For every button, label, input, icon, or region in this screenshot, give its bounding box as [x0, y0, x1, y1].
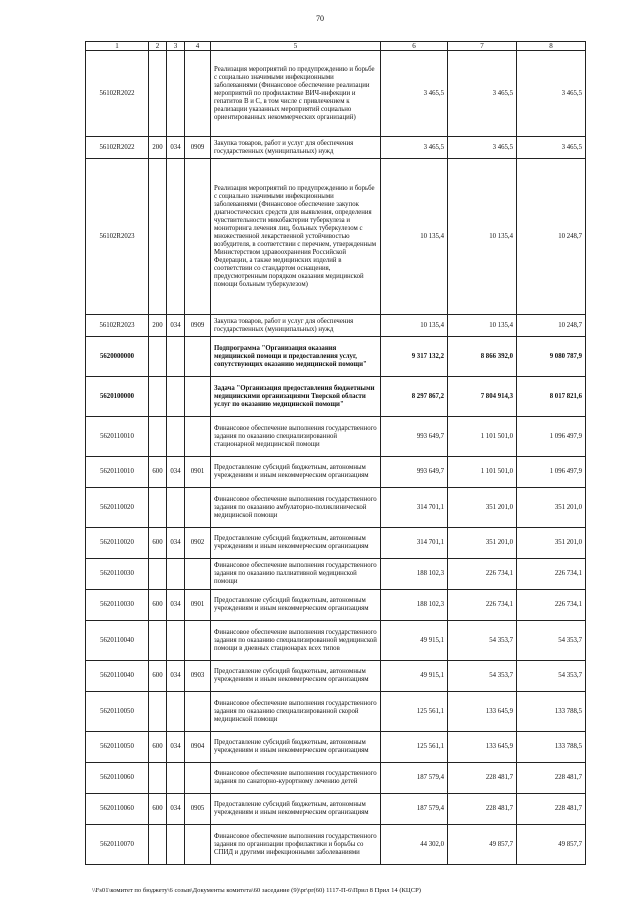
row-section: [185, 488, 211, 528]
table-row: [86, 763, 586, 794]
row-value-2020: 226 734,1: [448, 559, 517, 590]
row-value-2019: 188 102,3: [381, 590, 448, 621]
row-value-2020: 133 645,9: [448, 692, 517, 732]
row-value-2021: 9 080 787,9: [517, 337, 586, 377]
row-section: 0905: [185, 794, 211, 825]
row-admin: [167, 377, 185, 417]
row-description: Реализация мероприятий по предупреждению и борьбе с социально значимыми инфекционными заболеваниями (Финансовое обеспечение реализации мероприятий по профилактике ВИЧ-инфекции и гепатитов B и C, в том числе с привлечением к реализации указанных мероприятий социально ориентированных некоммерческих организаций): [211, 51, 381, 137]
col-header-1: 1: [86, 42, 149, 51]
row-value-2020: 7 804 914,3: [448, 377, 517, 417]
row-value-2020: 10 135,4: [448, 315, 517, 337]
row-value-2019: 8 297 867,2: [381, 377, 448, 417]
row-description: Предоставление субсидий бюджетным, автономным учреждениям и иным некоммерческим организациям: [211, 732, 381, 763]
row-value-2019: 314 701,1: [381, 488, 448, 528]
col-header-4: 4: [185, 42, 211, 51]
table-row: [86, 417, 586, 457]
row-description: Задача "Организация предоставления бюджетными медицинскими организациями Тверской области услуг по оказанию медицинской помощи": [211, 377, 381, 417]
row-admin: [167, 337, 185, 377]
row-admin: 034: [167, 590, 185, 621]
row-section: 0904: [185, 732, 211, 763]
row-value-2020: 49 857,7: [448, 825, 517, 865]
row-admin: 034: [167, 137, 185, 159]
row-value-2021: 228 481,7: [517, 794, 586, 825]
row-code: 5620110010: [86, 417, 149, 457]
row-value-2019: 993 649,7: [381, 457, 448, 488]
row-kvr: [149, 159, 167, 315]
row-kvr: [149, 621, 167, 661]
row-value-2019: 44 302,0: [381, 825, 448, 865]
row-value-2020: 226 734,1: [448, 590, 517, 621]
row-value-2020: 228 481,7: [448, 763, 517, 794]
row-code: 5620110060: [86, 763, 149, 794]
row-kvr: [149, 337, 167, 377]
row-code: 5620110020: [86, 488, 149, 528]
col-header-6: 6: [381, 42, 448, 51]
row-value-2021: 10 248,7: [517, 315, 586, 337]
row-description: Финансовое обеспечение выполнения государственного задания по оказанию специализированной медицинской помощи в дневных стационарах всех типов: [211, 621, 381, 661]
row-description: Финансовое обеспечение выполнения государственного задания по оказанию специализированной стационарной медицинской помощи: [211, 417, 381, 457]
row-value-2019: 993 649,7: [381, 417, 448, 457]
table-row: [86, 51, 586, 137]
row-code: 5620110050: [86, 732, 149, 763]
row-admin: 034: [167, 794, 185, 825]
page-number: 70: [316, 14, 324, 23]
row-value-2021: 1 096 497,9: [517, 417, 586, 457]
row-kvr: [149, 488, 167, 528]
row-code: 5620100000: [86, 377, 149, 417]
row-kvr: [149, 825, 167, 865]
col-header-5: 5: [211, 42, 381, 51]
row-kvr: 600: [149, 794, 167, 825]
row-value-2019: 187 579,4: [381, 794, 448, 825]
row-admin: [167, 488, 185, 528]
row-code: 56102R2022: [86, 51, 149, 137]
table-row: [86, 137, 586, 159]
row-admin: [167, 159, 185, 315]
row-description: Предоставление субсидий бюджетным, автономным учреждениям и иным некоммерческим организациям: [211, 794, 381, 825]
col-header-7: 7: [448, 42, 517, 51]
row-value-2019: 3 465,5: [381, 51, 448, 137]
row-kvr: 600: [149, 661, 167, 692]
row-admin: 034: [167, 661, 185, 692]
row-code: 5620110030: [86, 559, 149, 590]
row-admin: [167, 825, 185, 865]
row-value-2021: 3 465,5: [517, 51, 586, 137]
row-value-2019: 49 915,1: [381, 661, 448, 692]
row-value-2019: 3 465,5: [381, 137, 448, 159]
row-kvr: 200: [149, 315, 167, 337]
row-kvr: [149, 692, 167, 732]
row-section: 0901: [185, 457, 211, 488]
row-value-2021: 351 201,0: [517, 528, 586, 559]
row-value-2021: 351 201,0: [517, 488, 586, 528]
row-description: Подпрограмма "Организация оказания медицинской помощи и предоставления услуг, сопутствующих оказанию медицинской помощи": [211, 337, 381, 377]
column-number-row: [86, 42, 586, 51]
row-section: 0909: [185, 315, 211, 337]
row-section: 0901: [185, 590, 211, 621]
row-value-2020: 1 101 501,0: [448, 457, 517, 488]
col-header-3: 3: [167, 42, 185, 51]
col-header-2: 2: [149, 42, 167, 51]
row-admin: 034: [167, 457, 185, 488]
row-value-2021: 8 017 821,6: [517, 377, 586, 417]
row-admin: 034: [167, 528, 185, 559]
row-value-2021: 49 857,7: [517, 825, 586, 865]
row-value-2021: 133 788,5: [517, 732, 586, 763]
row-description: Предоставление субсидий бюджетным, автономным учреждениям и иным некоммерческим организациям: [211, 528, 381, 559]
table-row: [86, 590, 586, 621]
row-code: 56102R2023: [86, 315, 149, 337]
row-description: Финансовое обеспечение выполнения государственного задания по оказанию амбулаторно-поликлинической медицинской помощи: [211, 488, 381, 528]
row-description: Предоставление субсидий бюджетным, автономным учреждениям и иным некоммерческим организациям: [211, 590, 381, 621]
table-row: [86, 337, 586, 377]
table-row: [86, 692, 586, 732]
row-value-2021: 133 788,5: [517, 692, 586, 732]
row-kvr: 200: [149, 137, 167, 159]
row-kvr: [149, 763, 167, 794]
row-kvr: 600: [149, 457, 167, 488]
row-value-2020: 228 481,7: [448, 794, 517, 825]
row-admin: [167, 417, 185, 457]
table-row: [86, 825, 586, 865]
row-kvr: [149, 559, 167, 590]
row-admin: [167, 692, 185, 732]
row-value-2019: 10 135,4: [381, 315, 448, 337]
row-kvr: 600: [149, 590, 167, 621]
row-value-2021: 226 734,1: [517, 559, 586, 590]
row-code: 56102R2022: [86, 137, 149, 159]
row-value-2020: 351 201,0: [448, 488, 517, 528]
row-section: 0909: [185, 137, 211, 159]
row-value-2019: 187 579,4: [381, 763, 448, 794]
row-description: Закупка товаров, работ и услуг для обеспечения государственных (муниципальных) нужд: [211, 315, 381, 337]
row-description: Реализация мероприятий по предупреждению и борьбе с социально значимыми инфекционными заболеваниями (Финансовое обеспечение закупок диагностических средств для выявления, определения чувствительности микобактерии туберкулеза и мониторинга лечения лиц, больных туберкулезом с множественной лекарственной устойчивостью возбудителя, в соответствии с перечнем, утвержденным Министерством здравоохранения Российской Федерации, а также медицинских изделий в соответствии со стандартом оснащения, предусмотренным порядком оказания медицинской помощи больным туберкулезом): [211, 159, 381, 315]
row-code: 5620110020: [86, 528, 149, 559]
row-value-2021: 3 465,5: [517, 137, 586, 159]
row-value-2019: 9 317 132,2: [381, 337, 448, 377]
table-row: [86, 559, 586, 590]
row-kvr: [149, 377, 167, 417]
row-admin: [167, 621, 185, 661]
row-admin: [167, 559, 185, 590]
table-row: [86, 488, 586, 528]
table-row: [86, 315, 586, 337]
row-value-2019: 314 701,1: [381, 528, 448, 559]
row-value-2020: 1 101 501,0: [448, 417, 517, 457]
table-row: [86, 457, 586, 488]
col-header-8: 8: [517, 42, 586, 51]
row-admin: [167, 763, 185, 794]
table-row: [86, 528, 586, 559]
row-description: Предоставление субсидий бюджетным, автономным учреждениям и иным некоммерческим организациям: [211, 457, 381, 488]
row-section: [185, 159, 211, 315]
row-value-2021: 228 481,7: [517, 763, 586, 794]
row-value-2020: 3 465,5: [448, 137, 517, 159]
row-kvr: 600: [149, 732, 167, 763]
row-code: 5620110070: [86, 825, 149, 865]
row-section: [185, 51, 211, 137]
row-section: [185, 337, 211, 377]
row-value-2020: 351 201,0: [448, 528, 517, 559]
row-admin: 034: [167, 315, 185, 337]
row-code: 5620110060: [86, 794, 149, 825]
row-value-2021: 54 353,7: [517, 661, 586, 692]
row-value-2021: 1 096 497,9: [517, 457, 586, 488]
table-row: [86, 377, 586, 417]
row-value-2020: 8 866 392,0: [448, 337, 517, 377]
row-code: 5620110010: [86, 457, 149, 488]
file-path-footer: \\Fs01\комитет по бюджету\6 созыв\Документы комитета\60 заседание (9)\pr\pr(60) 1117-П-6\Прил 8 Прил 14 (КЦСР): [92, 887, 421, 894]
row-description: Предоставление субсидий бюджетным, автономным учреждениям и иным некоммерческим организациям: [211, 661, 381, 692]
row-kvr: [149, 51, 167, 137]
row-admin: [167, 51, 185, 137]
table-row: [86, 732, 586, 763]
table-row: [86, 794, 586, 825]
row-description: Финансовое обеспечение выполнения государственного задания по оказанию паллиативной медицинской помощи: [211, 559, 381, 590]
row-section: [185, 692, 211, 732]
row-section: [185, 621, 211, 661]
table-row: [86, 621, 586, 661]
row-code: 5620110030: [86, 590, 149, 621]
row-description: Финансовое обеспечение выполнения государственного задания по оказанию специализированной скорой медицинской помощи: [211, 692, 381, 732]
row-section: 0903: [185, 661, 211, 692]
row-code: 56102R2023: [86, 159, 149, 315]
row-value-2020: 133 645,9: [448, 732, 517, 763]
row-code: 5620110050: [86, 692, 149, 732]
table-row: [86, 661, 586, 692]
row-code: 5620110040: [86, 621, 149, 661]
row-section: [185, 763, 211, 794]
row-value-2019: 125 561,1: [381, 732, 448, 763]
row-value-2020: 54 353,7: [448, 621, 517, 661]
row-value-2021: 226 734,1: [517, 590, 586, 621]
row-value-2019: 49 915,1: [381, 621, 448, 661]
row-value-2021: 10 248,7: [517, 159, 586, 315]
row-kvr: 600: [149, 528, 167, 559]
row-kvr: [149, 417, 167, 457]
row-value-2019: 10 135,4: [381, 159, 448, 315]
row-value-2021: 54 353,7: [517, 621, 586, 661]
row-value-2020: 3 465,5: [448, 51, 517, 137]
row-section: [185, 559, 211, 590]
row-description: Финансовое обеспечение выполнения государственного задания по санаторно-курортному лечению детей: [211, 763, 381, 794]
table-row: [86, 159, 586, 315]
row-description: Финансовое обеспечение выполнения государственного задания по организации профилактики и борьбы со СПИД и другими инфекционными заболеваниями: [211, 825, 381, 865]
row-section: [185, 417, 211, 457]
row-admin: 034: [167, 732, 185, 763]
row-section: [185, 377, 211, 417]
row-value-2020: 54 353,7: [448, 661, 517, 692]
row-section: [185, 825, 211, 865]
row-code: 5620000000: [86, 337, 149, 377]
row-value-2019: 188 102,3: [381, 559, 448, 590]
row-value-2019: 125 561,1: [381, 692, 448, 732]
row-code: 5620110040: [86, 661, 149, 692]
row-description: Закупка товаров, работ и услуг для обеспечения государственных (муниципальных) нужд: [211, 137, 381, 159]
row-section: 0902: [185, 528, 211, 559]
row-value-2020: 10 135,4: [448, 159, 517, 315]
budget-table: [85, 41, 586, 865]
